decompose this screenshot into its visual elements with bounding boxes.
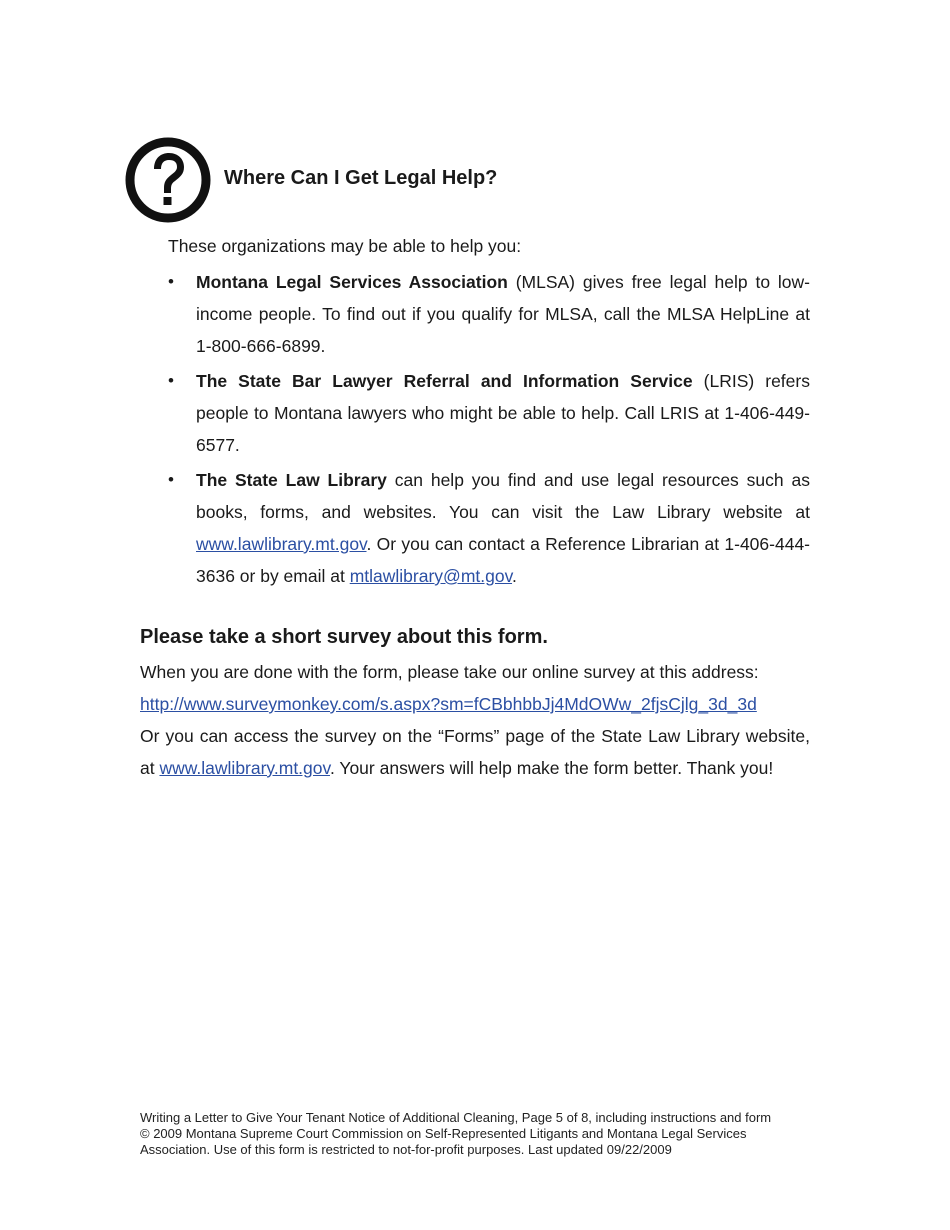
bullet-icon: • xyxy=(168,272,174,291)
org-name: Montana Legal Services Association xyxy=(196,272,508,292)
bullet-icon: • xyxy=(168,371,174,390)
page-footer xyxy=(140,1110,810,1158)
question-mark-icon xyxy=(125,137,211,223)
org-name: The State Law Library xyxy=(196,470,387,490)
survey-intro: When you are done with the form, please take our online survey at this address: xyxy=(140,662,759,682)
survey-text-end: . Your answers will help make the form better. Thank you! xyxy=(329,758,774,778)
survey-title: Please take a short survey about this form. xyxy=(140,626,548,648)
survey-text: Or you can access the survey on the “Forms” page of the State Law Library website, at xyxy=(140,726,810,778)
intro-text: These organizations may be able to help you: xyxy=(168,236,522,256)
org-description: (LRIS) refers people to Montana lawyers who might be able to help. Call LRIS at 1-406-449-6577. xyxy=(196,371,810,455)
footer-form-info: Writing a Letter to Give Your Tenant Notice of Additional Cleaning, Page 5 of 8, including instructions and form xyxy=(140,1110,772,1125)
org-description-end: . xyxy=(512,566,517,586)
org-description: (MLSA) gives free legal help to low-income people. To find out if you qualify for MLSA, call the MLSA HelpLine at 1-800-666-6899. xyxy=(196,272,811,356)
list-item-law-library xyxy=(168,464,810,592)
law-library-website-link[interactable]: www.lawlibrary.mt.gov xyxy=(196,534,367,554)
footer-copyright: © 2009 Montana Supreme Court Commission on Self-Represented Litigants and Montana Legal Services Association. Use of this form is restricted to not-for-profit purposes. Last updated 09/22/2009 xyxy=(140,1126,747,1157)
list-item-lris xyxy=(168,365,810,461)
org-name: The State Bar Lawyer Referral and Information Service xyxy=(196,371,693,391)
legal-help-title: Where Can I Get Legal Help? xyxy=(224,167,498,189)
survey-law-library-link[interactable]: www.lawlibrary.mt.gov xyxy=(159,758,330,778)
law-library-email-link[interactable]: mtlawlibrary@mt.gov xyxy=(349,566,513,586)
org-description-cont: . Or you can contact a Reference Librarian at 1-406-444-3636 or by email at xyxy=(196,534,810,586)
survey-url-link[interactable]: http://www.surveymonkey.com/s.aspx?sm=fCBbhbbJj4MdOWw_2fjsCjlg_3d_3d xyxy=(140,694,757,714)
survey-body xyxy=(140,656,810,784)
bullet-icon: • xyxy=(168,470,174,489)
org-description: can help you find and use legal resources such as books, forms, and websites. You can visit the Law Library website at xyxy=(196,470,810,522)
list-item-mlsa xyxy=(168,266,810,362)
organization-list xyxy=(168,266,810,594)
